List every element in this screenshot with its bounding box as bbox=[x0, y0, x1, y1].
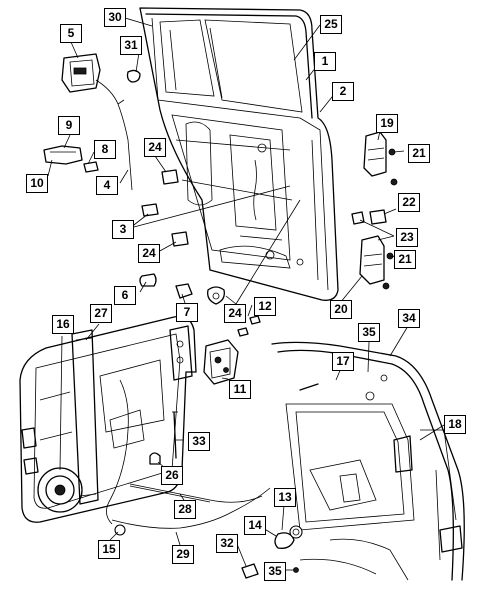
callout-21-top: 21 bbox=[408, 144, 430, 163]
callout-8: 8 bbox=[94, 140, 116, 159]
callout-24-middle: 24 bbox=[138, 244, 160, 263]
callout-13: 13 bbox=[274, 488, 296, 507]
callout-3: 3 bbox=[112, 220, 134, 239]
door-hardware bbox=[44, 54, 260, 336]
callout-22: 22 bbox=[398, 193, 420, 212]
door-hinges bbox=[352, 132, 397, 289]
callout-32: 32 bbox=[216, 534, 238, 553]
callout-27: 27 bbox=[90, 304, 112, 323]
callout-30: 30 bbox=[104, 8, 126, 27]
callout-15: 15 bbox=[98, 540, 120, 559]
callout-18: 18 bbox=[444, 415, 466, 434]
callout-26: 26 bbox=[161, 466, 183, 485]
callout-21-bottom: 21 bbox=[394, 250, 416, 269]
door-latch bbox=[204, 340, 238, 384]
callout-24-top: 24 bbox=[144, 138, 166, 157]
callout-17: 17 bbox=[332, 352, 354, 371]
leader-lines bbox=[48, 18, 444, 570]
callout-12: 12 bbox=[254, 297, 276, 316]
callout-24-bottom: 24 bbox=[224, 304, 246, 323]
callout-7: 7 bbox=[176, 303, 198, 322]
callout-20: 20 bbox=[330, 300, 352, 319]
callout-6: 6 bbox=[114, 286, 136, 305]
rear-door-shell bbox=[140, 8, 338, 300]
callout-23: 23 bbox=[396, 228, 418, 247]
callout-25: 25 bbox=[320, 15, 342, 34]
callout-9: 9 bbox=[58, 116, 80, 135]
callout-4: 4 bbox=[96, 176, 118, 195]
callout-14: 14 bbox=[244, 516, 266, 535]
callout-2: 2 bbox=[332, 82, 354, 101]
door-outer-view bbox=[272, 342, 464, 580]
callout-35-bottom: 35 bbox=[264, 562, 286, 581]
door-inner-panel bbox=[20, 317, 196, 525]
callout-16: 16 bbox=[52, 315, 74, 334]
callout-19: 19 bbox=[376, 114, 398, 133]
callout-11: 11 bbox=[229, 380, 251, 399]
callout-1: 1 bbox=[314, 52, 336, 71]
callout-35-top: 35 bbox=[358, 323, 380, 342]
callout-29: 29 bbox=[172, 545, 194, 564]
callout-34: 34 bbox=[398, 309, 420, 328]
callout-31: 31 bbox=[120, 36, 142, 55]
callout-33: 33 bbox=[188, 432, 210, 451]
callout-28: 28 bbox=[174, 500, 196, 519]
callout-5: 5 bbox=[60, 24, 82, 43]
callout-10: 10 bbox=[26, 174, 48, 193]
